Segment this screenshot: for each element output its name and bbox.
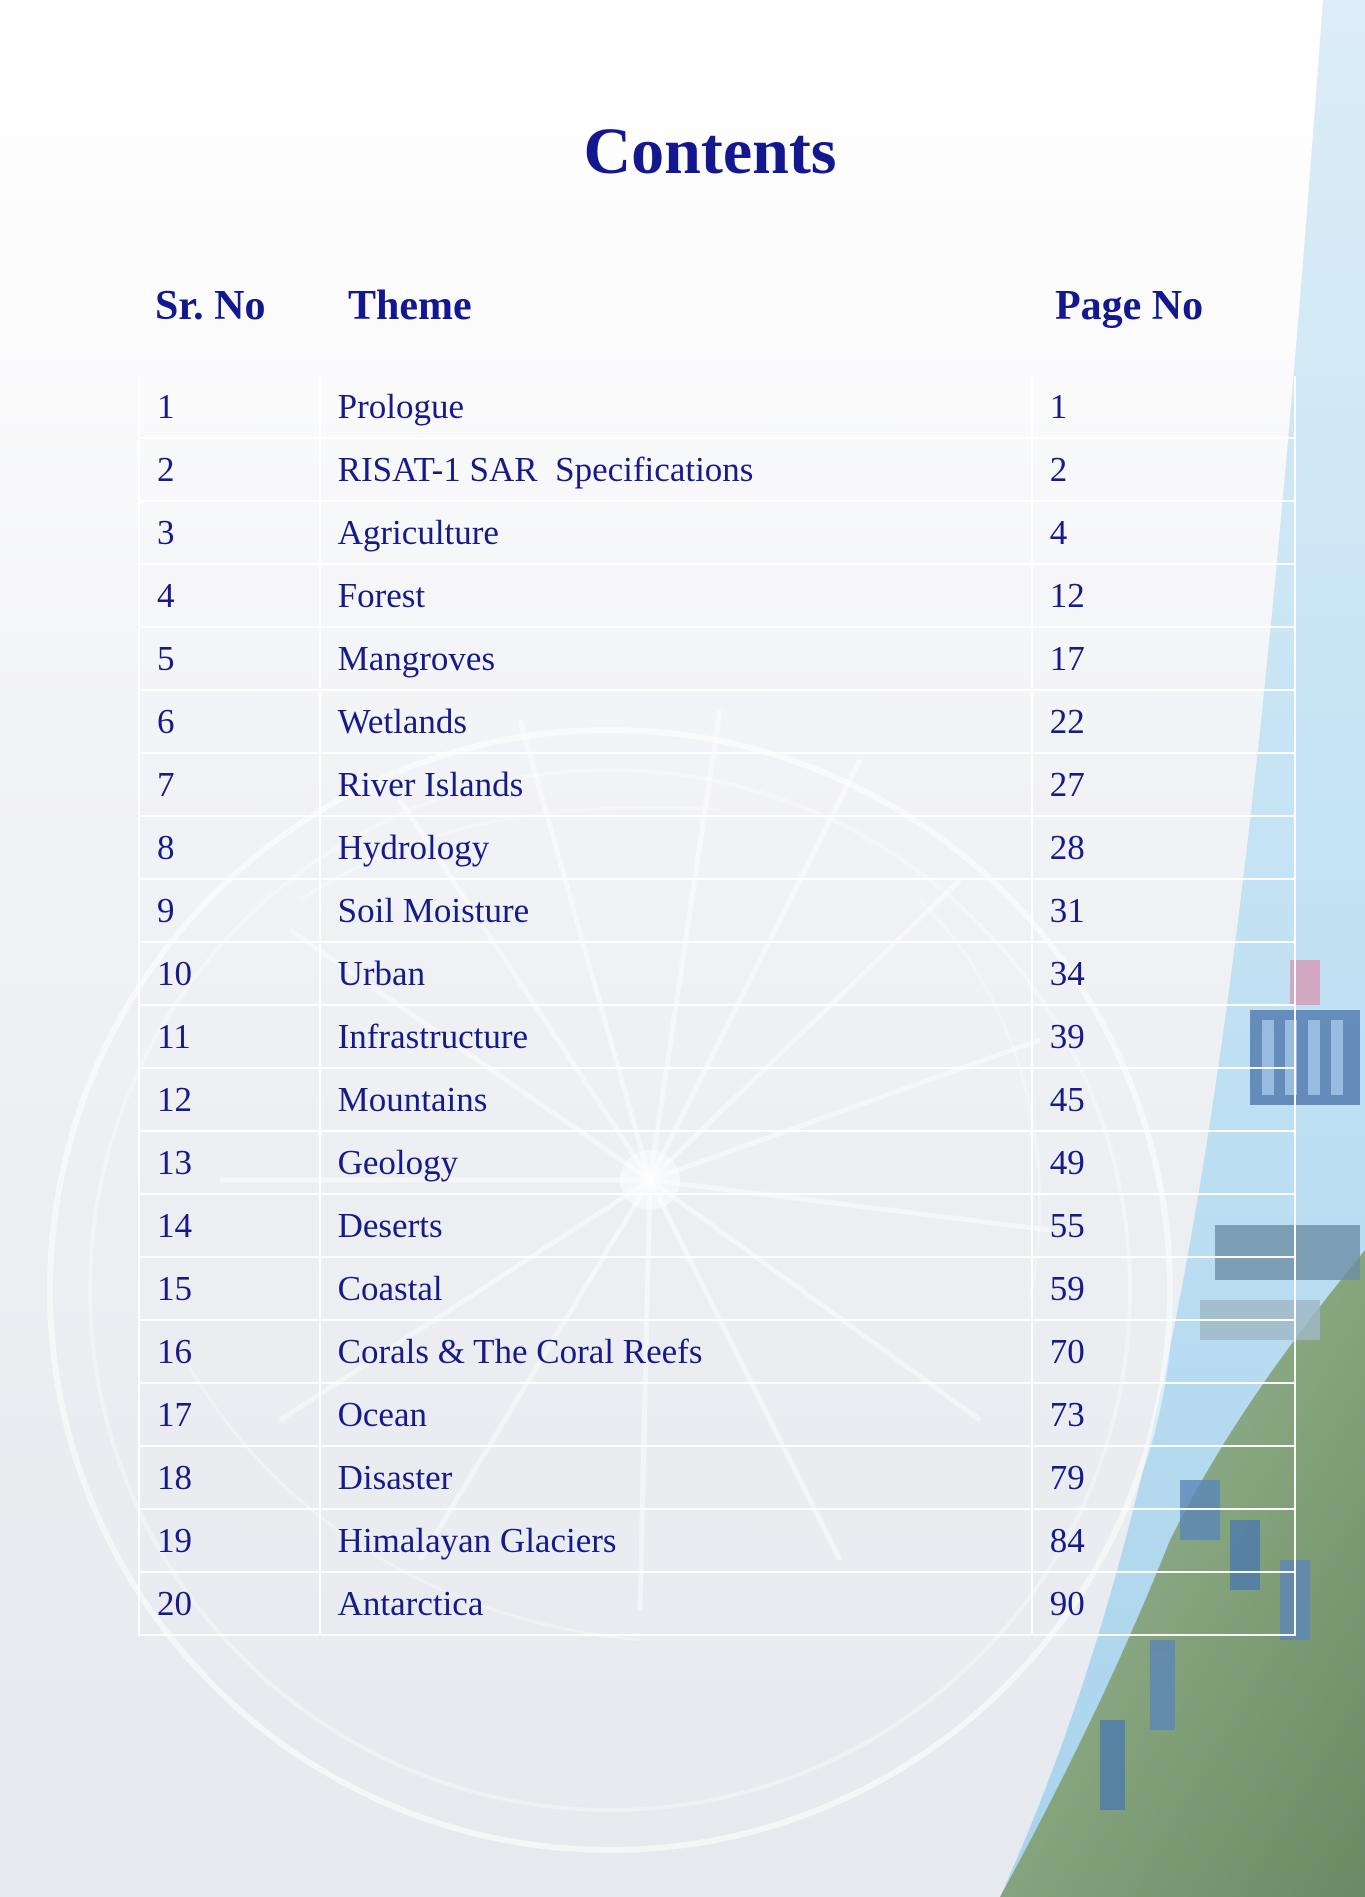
theme-cell: Mountains <box>320 1068 1032 1131</box>
sr-no-cell: 8 <box>139 816 320 879</box>
sr-no-cell: 9 <box>139 879 320 942</box>
theme-cell: Himalayan Glaciers <box>320 1509 1032 1572</box>
sr-no-cell: 3 <box>139 501 320 564</box>
theme-cell: Antarctica <box>320 1572 1032 1635</box>
table-row <box>139 1446 1295 1509</box>
sr-no-cell: 20 <box>139 1572 320 1635</box>
column-header-theme: Theme <box>348 283 472 329</box>
table-row <box>139 816 1295 879</box>
column-header-page-no: Page No <box>1055 283 1204 329</box>
page-no-cell: 73 <box>1032 1383 1295 1446</box>
sr-no-cell: 10 <box>139 942 320 1005</box>
theme-cell: River Islands <box>320 753 1032 816</box>
sr-no-cell: 7 <box>139 753 320 816</box>
sr-no-cell: 1 <box>139 376 320 438</box>
page-no-cell: 4 <box>1032 501 1295 564</box>
table-row <box>139 376 1295 438</box>
contents-table <box>138 376 1296 1636</box>
sr-no-cell: 19 <box>139 1509 320 1572</box>
sr-no-cell: 18 <box>139 1446 320 1509</box>
table-row <box>139 1194 1295 1257</box>
theme-cell: Urban <box>320 942 1032 1005</box>
page-no-cell: 12 <box>1032 564 1295 627</box>
table-row <box>139 1005 1295 1068</box>
theme-cell: Geology <box>320 1131 1032 1194</box>
theme-cell: Hydrology <box>320 816 1032 879</box>
page-no-cell: 70 <box>1032 1320 1295 1383</box>
theme-cell: RISAT-1 SAR Specifications <box>320 438 1032 501</box>
table-row <box>139 1509 1295 1572</box>
theme-cell: Soil Moisture <box>320 879 1032 942</box>
page-no-cell: 45 <box>1032 1068 1295 1131</box>
table-row <box>139 438 1295 501</box>
page-no-cell: 27 <box>1032 753 1295 816</box>
page-no-cell: 22 <box>1032 690 1295 753</box>
page-no-cell: 79 <box>1032 1446 1295 1509</box>
page-no-cell: 55 <box>1032 1194 1295 1257</box>
sr-no-cell: 13 <box>139 1131 320 1194</box>
page-no-cell: 90 <box>1032 1572 1295 1635</box>
page-no-cell: 28 <box>1032 816 1295 879</box>
sr-no-cell: 11 <box>139 1005 320 1068</box>
sr-no-cell: 12 <box>139 1068 320 1131</box>
table-row <box>139 1257 1295 1320</box>
theme-cell: Corals & The Coral Reefs <box>320 1320 1032 1383</box>
sr-no-cell: 14 <box>139 1194 320 1257</box>
page-no-cell: 39 <box>1032 1005 1295 1068</box>
page-no-cell: 31 <box>1032 879 1295 942</box>
page-title: Contents <box>583 115 837 188</box>
theme-cell: Forest <box>320 564 1032 627</box>
page-no-cell: 84 <box>1032 1509 1295 1572</box>
table-row <box>139 879 1295 942</box>
page-no-cell: 17 <box>1032 627 1295 690</box>
table-row <box>139 1131 1295 1194</box>
table-row <box>139 1320 1295 1383</box>
table-row <box>139 1572 1295 1635</box>
theme-cell: Wetlands <box>320 690 1032 753</box>
sr-no-cell: 17 <box>139 1383 320 1446</box>
theme-cell: Prologue <box>320 376 1032 438</box>
theme-cell: Infrastructure <box>320 1005 1032 1068</box>
theme-cell: Ocean <box>320 1383 1032 1446</box>
table-row <box>139 627 1295 690</box>
table-row <box>139 942 1295 1005</box>
sr-no-cell: 5 <box>139 627 320 690</box>
table-row <box>139 753 1295 816</box>
page-no-cell: 2 <box>1032 438 1295 501</box>
theme-cell: Deserts <box>320 1194 1032 1257</box>
theme-cell: Mangroves <box>320 627 1032 690</box>
table-row <box>139 690 1295 753</box>
page-no-cell: 59 <box>1032 1257 1295 1320</box>
sr-no-cell: 2 <box>139 438 320 501</box>
theme-cell: Disaster <box>320 1446 1032 1509</box>
sr-no-cell: 15 <box>139 1257 320 1320</box>
table-row <box>139 1383 1295 1446</box>
page-no-cell: 1 <box>1032 376 1295 438</box>
sr-no-cell: 4 <box>139 564 320 627</box>
theme-cell: Agriculture <box>320 501 1032 564</box>
page-no-cell: 49 <box>1032 1131 1295 1194</box>
sr-no-cell: 16 <box>139 1320 320 1383</box>
column-header-sr-no: Sr. No <box>155 283 266 329</box>
table-row <box>139 1068 1295 1131</box>
table-row <box>139 564 1295 627</box>
table-row <box>139 501 1295 564</box>
sr-no-cell: 6 <box>139 690 320 753</box>
theme-cell: Coastal <box>320 1257 1032 1320</box>
page-no-cell: 34 <box>1032 942 1295 1005</box>
